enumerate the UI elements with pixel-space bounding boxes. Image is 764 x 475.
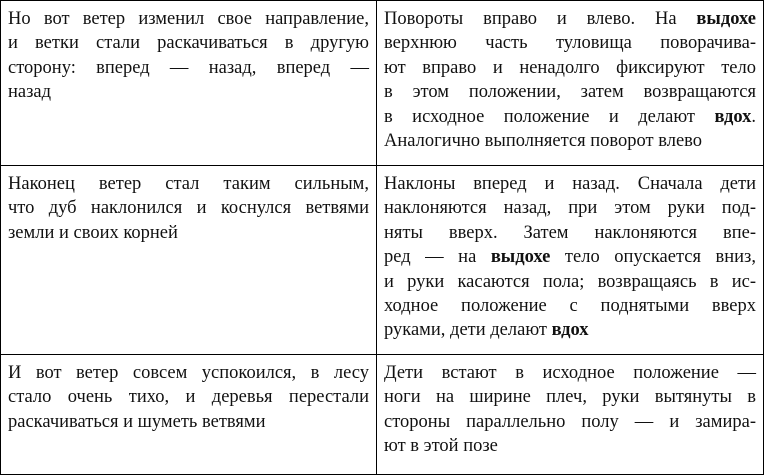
text-run: тело опускается вниз, [550,247,756,268]
text-line [384,196,756,220]
story-cell [1,1,377,166]
text-run: ют в этой позе [384,436,498,457]
text-run: в этом положении, затем возвращаются [384,82,756,103]
exercise-cell [377,1,764,166]
text-run: наклоняются назад, при этом руки под- [384,198,756,219]
text-line: что дуб наклонился и коснулся ветвями [8,198,369,219]
text-run: ют вправо и ненадолго фиксируют тело [384,57,756,78]
text-line [384,56,756,80]
text-run: няты вверх. Затем наклоняются впе- [384,222,756,243]
text-line [384,31,756,55]
text-line: И вот ветер совсем успокоился, в лесу [8,363,369,383]
text-line: Но вот ветер изменил свое направление, [8,9,369,29]
text-line: Наконец ветер стал таким сильным, [8,174,369,194]
story-cell [1,355,377,475]
text-run: верхнюю часть туловища поворачива- [384,33,756,54]
text-line: сторону: вперед — назад, вперед — [8,57,369,78]
exercise-cell [377,355,764,475]
text-line: земли и своих корней [8,222,178,243]
table-row [1,166,764,355]
text-run: Аналогично выполняется поворот влево [384,131,703,152]
text-line [384,245,756,269]
text-line [384,434,756,458]
text-run: Дети встают в исходное положение — [384,363,756,383]
text-line: раскачиваться и шуметь ветвями [8,411,266,432]
text-run: Наклоны вперед и назад. Сначала дети [384,174,756,194]
text-line: назад [8,82,52,103]
text-run: Повороты вправо и влево. На [384,9,697,29]
text-line [384,318,756,342]
text-line [384,105,756,129]
text-line [384,129,756,153]
text-line [384,294,756,318]
text-run: и руки касаются пола; возвращаясь в ис- [384,271,756,292]
text-line: и ветки стали раскачиваться в другую [8,33,369,54]
text-line [384,172,756,196]
text-line [384,80,756,104]
exercise-cell [377,166,764,355]
text-line [384,7,756,31]
bold-term: вдох [714,106,752,127]
text-run: руками, дети делают [384,320,552,341]
text-line [384,270,756,294]
text-run: ноги на ширине плеч, руки вытянуты в [384,387,756,408]
text-run: в исходное положение и делают [384,106,715,127]
table-row [1,1,764,166]
text-run: стороны параллельно полу — и замира- [384,411,756,432]
text-line [384,385,756,409]
text-line [384,221,756,245]
text-line [384,361,756,385]
text-run: ходное положение с поднятыми вверх [384,296,756,317]
bold-term: вдох [551,320,589,341]
text-line [384,410,756,434]
bold-term: выдохе [696,9,756,29]
text-run: ред — на [384,247,491,268]
text-line: стало очень тихо, и деревья перестали [8,387,369,408]
text-run: . [751,106,756,127]
story-cell [1,166,377,355]
table-row [1,355,764,475]
bold-term: выдохе [490,247,551,268]
